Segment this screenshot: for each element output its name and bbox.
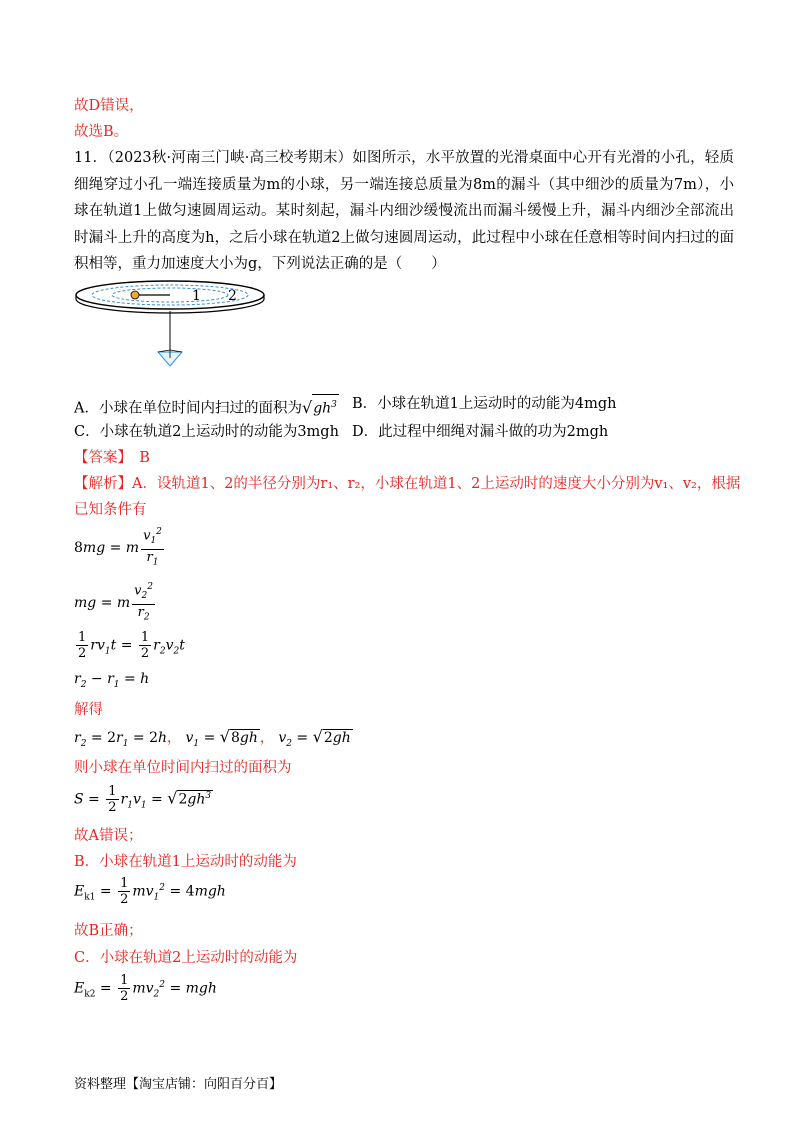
equation-6: S = $\frac{1}{2}$ $r_1v_1 = √2gh^3$ xyxy=(74,784,212,815)
equation-8: $E_{k2}$ = $\frac{1}{2}$ $mv_2^2$ = mgh xyxy=(74,973,217,1004)
b-intro-line: B．小球在轨道1上运动时的动能为 xyxy=(74,854,297,870)
equation-5: $r_2 = 2r_1 = 2h$， $v_1 = √8gh$ ， $v_2 = √2gh$ xyxy=(74,727,351,749)
equation-4: $r_2 - r_1 = h$ xyxy=(74,671,150,690)
solve-line: 解得 xyxy=(74,702,103,718)
analysis-line-2: 已知条件有 xyxy=(74,502,147,518)
option-a-text: A．小球在单位时间内扫过的面积为 xyxy=(74,400,302,417)
option-a xyxy=(74,394,339,419)
option-d: D．此过程中细绳对漏斗做的功为2mgh xyxy=(352,424,609,440)
question-11-text: 11．（2023秋·河南三门峡·高三校考期末）如图所示，水平放置的光滑桌面中心开有光滑的小孔，轻质细绳穿过小孔一端连接质量为m的小球，另一端连接总质量为8m的漏斗（其中细沙的质量为7m），小球在轨道1上做匀速圆周运动。某时刻起，漏斗内细沙缓慢流出而漏斗缓慢上升，漏斗内细沙全部流出时漏斗上升的高度为h，之后小球在轨道2上做匀速圆周运动，此过程中小球在任意相等时间内扫过的面积相等，重力加速度大小为g，下列说法正确的是（ ） xyxy=(74,150,734,272)
small-ball xyxy=(131,291,139,299)
area-intro-line: 则小球在单位时间内扫过的面积为 xyxy=(74,760,292,776)
footer-text: 资料整理【淘宝店铺：向阳百分百】 xyxy=(74,1077,283,1092)
equation-2: mg = m $\frac{v_2^2}{r_2}$ xyxy=(74,582,153,623)
orbit-2-label: 2 xyxy=(228,288,237,304)
equation-3: $\frac{1}{2}$ $rv_1t$ = $\frac{1}{2}$ $r_2v_2t$ xyxy=(78,630,185,661)
c-intro-line: C．小球在轨道2上运动时的动能为 xyxy=(74,950,298,966)
equation-1: 8mg = m $\frac{v_1^2}{r_1}$ xyxy=(74,527,162,568)
a-wrong-line: 故A错误； xyxy=(74,828,143,844)
orbit-1-label: 1 xyxy=(192,288,201,304)
d-wrong-line: 故D错误， xyxy=(74,98,144,114)
choose-b-line: 故选B。 xyxy=(74,124,129,140)
option-b: B．小球在轨道1上运动时的动能为4mgh xyxy=(352,396,617,412)
turntable-figure xyxy=(72,278,268,370)
answer-line: 【答案】 B xyxy=(74,450,150,466)
option-c: C．小球在轨道2上运动时的动能为3mgh xyxy=(74,424,339,440)
option-a-formula: $√gh^3$ xyxy=(302,401,339,417)
equation-7: $E_{k1}$ = $\frac{1}{2}$ $mv_1^2 = 4mgh$ xyxy=(74,876,226,907)
b-right-line: 故B正确； xyxy=(74,923,143,939)
analysis-line-1: 【解析】A．设轨道1、2的半径分别为r₁、r₂，小球在轨道1、2上运动时的速度大小分别为v₁、v₂，根据 xyxy=(74,476,741,492)
